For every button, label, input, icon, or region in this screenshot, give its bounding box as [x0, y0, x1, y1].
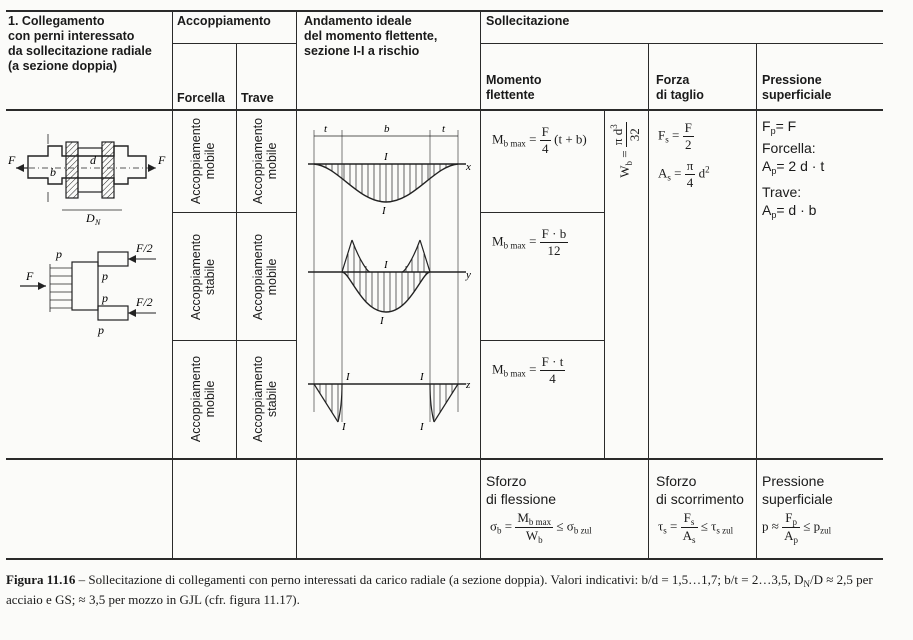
drawing-F2-bottom: F/2	[136, 295, 153, 309]
sforzo-scorrimento-label: Sforzo di scorrimento	[656, 473, 744, 507]
row-divider-1-right	[480, 212, 604, 213]
header-subline-sollecitazione	[480, 43, 883, 44]
diag3-I-top-right: I	[420, 371, 424, 383]
forza-header: Forza di taglio	[656, 73, 704, 102]
forcella-header: Forcella	[177, 91, 225, 105]
diag1-I-top: I	[384, 151, 388, 163]
drawing-F-lower: F	[26, 269, 34, 283]
dim-t-right: t	[442, 123, 446, 135]
vline-7	[756, 43, 757, 558]
mb-formula-row2: $M_{b max}$ = $\frac{F \cdot b}{12}$	[492, 226, 567, 258]
vline-6	[648, 43, 649, 558]
dim-t-left: t	[324, 123, 328, 135]
pin-joint-drawing	[6, 112, 170, 342]
wb-formula: $W_b$ = π $d^3$ 32	[609, 124, 642, 178]
diag3-I-bottom-right: I	[420, 421, 424, 433]
diag3-I-top-left: I	[346, 371, 350, 383]
diag2-I-bottom: I	[380, 315, 384, 327]
drawing-F2-top: F/2	[136, 241, 153, 255]
diag2-I-top: I	[384, 259, 388, 271]
row-divider-2-left	[172, 340, 296, 341]
row-divider-2-right	[480, 340, 604, 341]
diag1-x: x	[466, 161, 471, 173]
vline-2	[236, 43, 237, 458]
ap-trave-formula: $A_p= d \cdot b$	[762, 202, 817, 220]
header-bottom-border	[6, 109, 883, 111]
diag3-I-bottom-left: I	[342, 421, 346, 433]
caption-figure-number: Figura 11.16	[6, 572, 76, 587]
figure-caption	[6, 572, 906, 608]
drawing-DN-sub: N	[95, 218, 101, 227]
row2-trave-label: Accoppiamento mobile	[251, 233, 279, 321]
drawing-p-low: p	[102, 291, 108, 305]
vline-5	[604, 109, 605, 458]
col1-title: 1. Collegamento con perni interessato da sollecitazione radiale (a sezione doppia)	[8, 14, 152, 73]
trave-header: Trave	[241, 91, 274, 105]
pressione-header: Pressione superficiale	[762, 73, 832, 102]
sollecitazione-header: Sollecitazione	[486, 14, 570, 28]
p-formula: p ≈ $\frac{F_p}{A_p}$ ≤ $p_{zul}$	[762, 510, 832, 545]
caption-text-2: /D ≈ 2,5 per acciaio e GS; ≈ 3,5 per mozzo in GJL (cfr. figura 11.17).	[6, 572, 873, 607]
drawing-p-bottom: p	[98, 323, 104, 337]
row2-forcella-label: Accoppiamento stabile	[189, 233, 217, 321]
row3-forcella-label: Accoppiamento mobile	[189, 355, 217, 443]
drawing-F-left: F	[8, 153, 16, 167]
forcella-label: Forcella:	[762, 140, 816, 156]
header-subline-accoppiamento	[172, 43, 296, 44]
fp-formula: $F_p= F$	[762, 118, 797, 136]
momento-header: Momento flettente	[486, 73, 542, 102]
body-bottom-border	[6, 458, 883, 460]
drawing-b: b	[50, 165, 56, 179]
mb-formula-row3: $M_{b max}$ = $\frac{F \cdot t}{4}$	[492, 354, 564, 386]
tau-formula: $\tau_s$ = $\frac{F_s}{A_s}$ ≤ $\tau_{s zul}$	[658, 510, 734, 545]
ap-forcella-formula: $A_p= 2$ d · t	[762, 158, 825, 176]
vline-3	[296, 10, 297, 558]
drawing-p-top: p	[56, 247, 62, 261]
row-divider-1-left	[172, 212, 296, 213]
accoppiamento-header: Accoppiamento	[177, 14, 271, 28]
fs-formula: $F_s$ = $\frac{F}{2}$	[658, 120, 692, 152]
sforzo-flessione-label: Sforzo di flessione	[486, 473, 557, 507]
andamento-header: Andamento ideale del momento flettente, sezione I-I a rischio	[304, 14, 438, 58]
drawing-p-mid: p	[102, 269, 108, 283]
trave-label: Trave:	[762, 184, 802, 200]
caption-sub: N	[803, 579, 810, 589]
table-top-border	[6, 10, 883, 12]
dim-b: b	[384, 123, 390, 135]
caption-text: – Sollecitazione di collegamenti con perno interessati da carico radiale (a sezione doppia). Valori indicativi: b/d = 1,5…1,7; b/t = 2…3,5, D	[75, 572, 804, 587]
drawing-F-right: F	[158, 153, 166, 167]
drawing-DN: D	[86, 211, 95, 225]
drawing-d: d	[90, 153, 96, 167]
as-formula: $A_s$ = $\frac{\pi}{4}$ $d^2$	[658, 158, 710, 190]
mb-formula-row1: $M_{b max}$ = $\frac{F}{4}$ (t + b)	[492, 124, 587, 156]
table-bottom-border	[6, 558, 883, 560]
row3-trave-label: Accoppiamento stabile	[251, 355, 279, 443]
diag2-y: y	[466, 269, 471, 281]
diag1-I-bottom: I	[382, 205, 386, 217]
pressione-superficiale-label: Pressione superficiale	[762, 473, 833, 507]
bending-moment-diagrams	[298, 112, 478, 452]
sigma-formula: $\sigma_b$ = $\frac{M_{b max}}{W_b}$ ≤ $\sigma_{b zul}$	[490, 510, 592, 545]
row1-trave-label: Accoppiamento mobile	[251, 117, 279, 205]
vline-4	[480, 10, 481, 558]
diag3-z: z	[466, 379, 471, 391]
row1-forcella-label: Accoppiamento mobile	[189, 117, 217, 205]
vline-1	[172, 10, 173, 558]
